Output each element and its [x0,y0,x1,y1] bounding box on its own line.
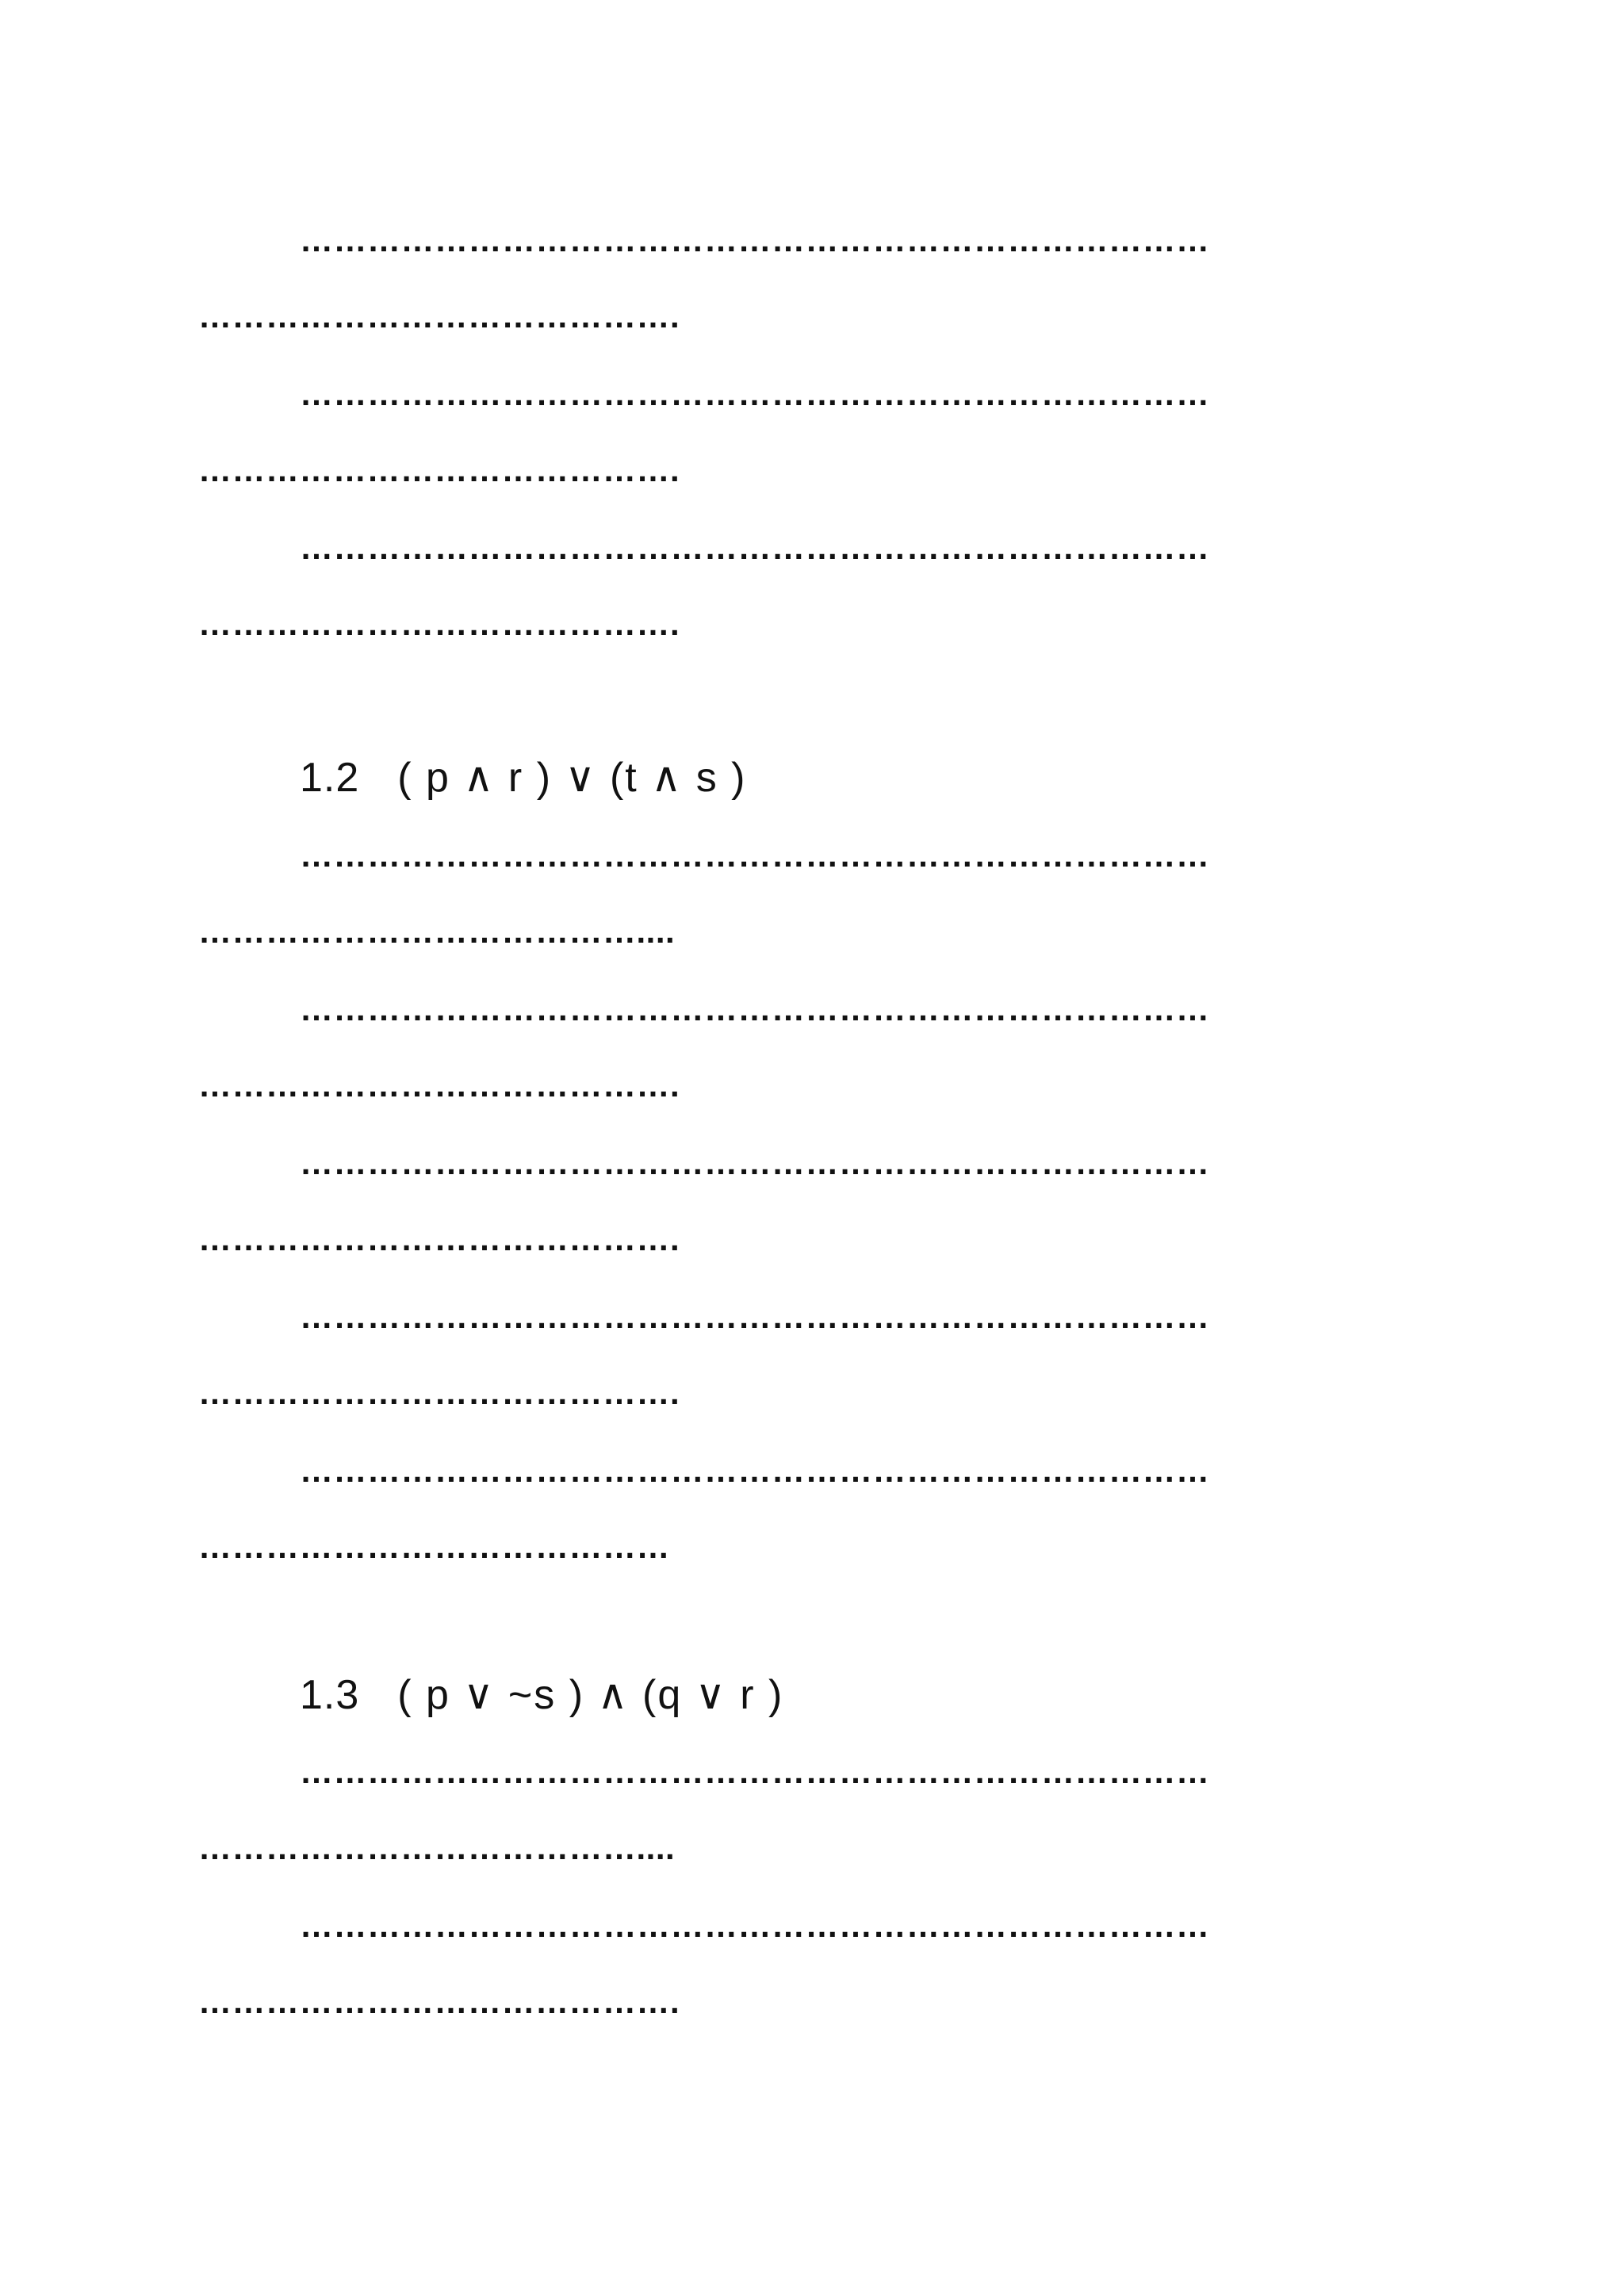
answer-line: ……………………………………. [198,1983,680,2020]
answer-line: ……………………………………. [198,1374,680,1411]
logic-expression: ( p ∨ ~s ) ∧ (q ∨ r ) [397,1672,784,1718]
question-number: 1.2 [300,755,360,801]
answer-line: ……………………………………. [198,297,680,335]
answer-line: ……………………………………………………………………… [300,529,1210,566]
answer-line: ……………………………………………………………………… [300,990,1210,1027]
question-heading [300,1674,783,1716]
answer-line: ……………………………………. [198,605,680,642]
answer-line: ……………………………………………………………………… [300,1907,1210,1944]
answer-line: ……………………………………. [198,1220,680,1257]
answer-line: ………………………………….... [198,913,676,950]
logic-expression: ( p ∧ r ) ∨ (t ∧ s ) [397,755,747,801]
answer-line: ……………………………………………………………………… [300,1753,1210,1790]
question-number: 1.3 [300,1672,360,1718]
answer-line: ……………………………………………………………………… [300,1144,1210,1181]
answer-line: …………………………………… [198,1528,670,1565]
answer-line: ……………………………………………………………………… [300,221,1210,258]
answer-line: ………………………………….... [198,1829,676,1866]
answer-line: ……………………………………………………………………… [300,836,1210,874]
answer-line: ……………………………………. [198,1066,680,1104]
answer-line: ……………………………………………………………………… [300,1452,1210,1489]
question-heading [300,755,747,801]
answer-line: ……………………………………………………………………… [300,375,1210,412]
answer-line: ……………………………………. [198,451,680,488]
answer-line: ……………………………………………………………………… [300,1298,1210,1335]
